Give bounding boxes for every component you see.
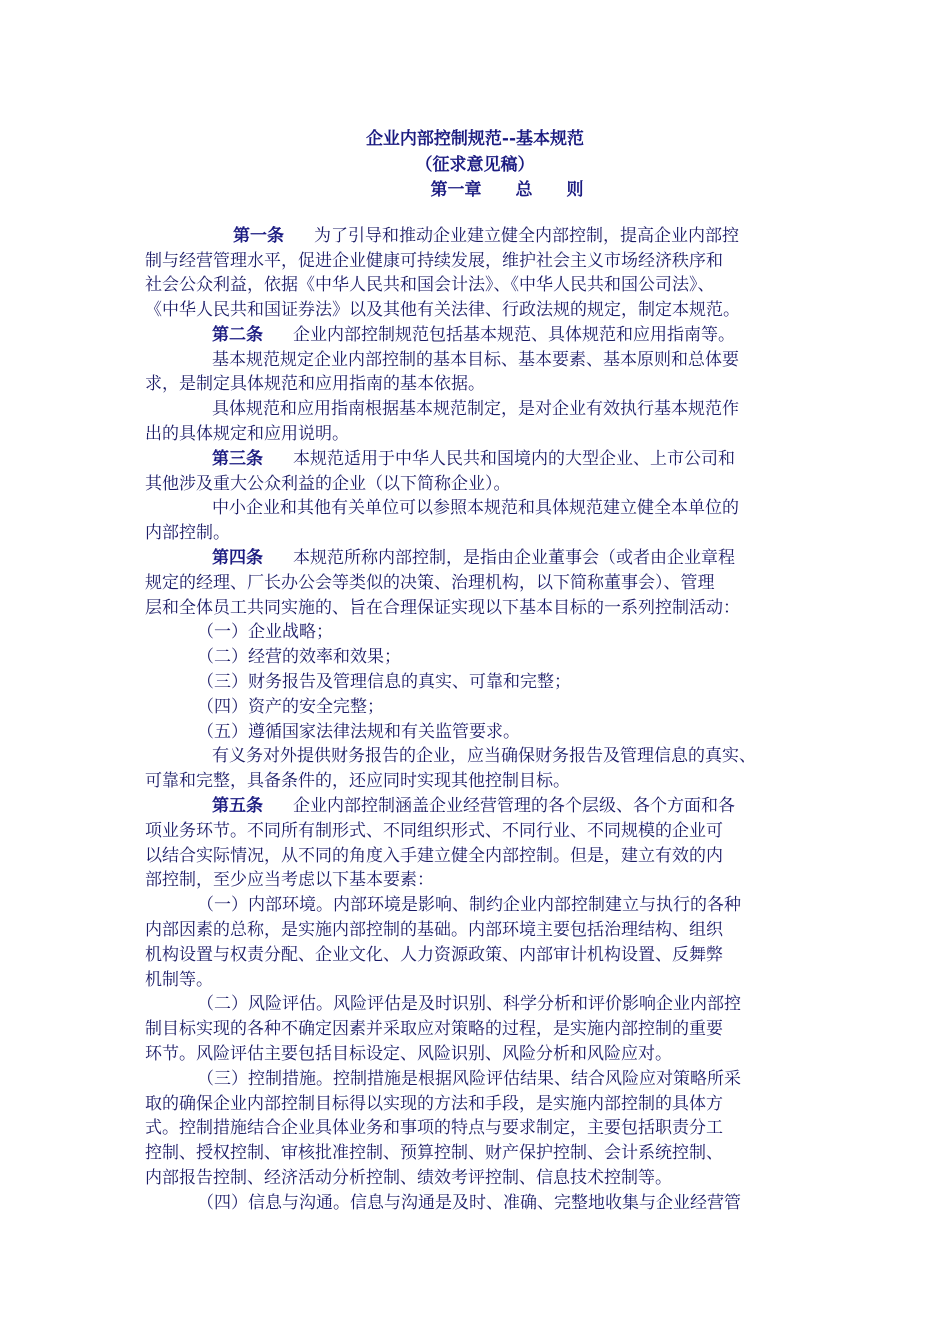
line-text: 《中华人民共和国证券法》以及其他有关法律、行政法规的规定，制定本规范。 — [145, 300, 740, 320]
text-line — [145, 1116, 723, 1140]
line-text: 部控制，至少应当考虑以下基本要素： — [145, 870, 434, 890]
document-title: 企业内部控制规范--基本规范 — [365, 129, 585, 149]
line-text: 有义务对外提供财务报告的企业，应当确保财务报告及管理信息的真实、 — [212, 746, 756, 766]
line-text: 企业内部控制涵盖企业经营管理的各个层级、各个方面和各 — [293, 796, 735, 816]
line-text: 其他涉及重大公众利益的企业（以下简称企业）。 — [145, 474, 511, 494]
article-label: 第三条 — [212, 449, 263, 469]
text-line — [197, 1067, 741, 1091]
line-text: （一）内部环境。内部环境是影响、制约企业内部控制建立与执行的各种 — [197, 895, 741, 915]
text-line — [145, 596, 740, 620]
line-text: 项业务环节。不同所有制形式、不同组织形式、不同行业、不同规模的企业可 — [145, 821, 723, 841]
line-text: （四）信息与沟通。信息与沟通是及时、准确、完整地收集与企业经营管 — [197, 1193, 741, 1213]
line-text: 内部因素的总称，是实施内部控制的基础。内部环境主要包括治理结构、组织 — [145, 920, 723, 940]
text-line — [145, 372, 485, 396]
line-text: （二）风险评估。风险评估是及时识别、科学分析和评价影响企业内部控 — [197, 994, 741, 1014]
text-line — [212, 447, 735, 471]
article-label: 第二条 — [212, 325, 263, 345]
line-text: （四）资产的安全完整； — [197, 697, 384, 717]
text-line — [145, 868, 434, 892]
line-text: 可靠和完整，具备条件的，还应同时实现其他控制目标。 — [145, 771, 570, 791]
text-line — [212, 397, 739, 421]
document-subtitle: （征求意见稿） — [415, 155, 535, 175]
text-line — [197, 992, 741, 1016]
line-text: 制与经营管理水平，促进企业健康可持续发展，维护社会主义市场经济秩序和 — [145, 251, 723, 271]
line-text: 控制、授权控制、审核批准控制、预算控制、财产保护控制、会计系统控制、 — [145, 1143, 723, 1163]
line-text: （五）遵循国家法律法规和有关监管要求。 — [197, 722, 520, 742]
line-text: （三）财务报告及管理信息的真实、可靠和完整； — [197, 672, 571, 692]
line-text: 内部报告控制、经济活动分析控制、绩效考评控制、信息技术控制等。 — [145, 1168, 672, 1188]
text-line — [145, 844, 723, 868]
text-line — [145, 1141, 723, 1165]
line-text: 内部控制。 — [145, 523, 230, 543]
text-line — [145, 918, 723, 942]
text-line — [145, 298, 740, 322]
line-text: 以结合实际情况，从不同的角度入手建立健全内部控制。但是，建立有效的内 — [145, 846, 723, 866]
line-text: 制目标实现的各种不确定因素并采取应对策略的过程，是实施内部控制的重要 — [145, 1019, 723, 1039]
text-line — [197, 620, 333, 644]
text-line — [145, 1166, 672, 1190]
text-line — [145, 943, 723, 967]
line-text: 社会公众利益，依据《中华人民共和国会计法》、《中华人民共和国公司法》、 — [145, 275, 715, 295]
text-line — [197, 1191, 741, 1215]
line-text: （三）控制措施。控制措施是根据风险评估结果、结合风险应对策略所采 — [197, 1069, 741, 1089]
line-text: 为了引导和推动企业建立健全内部控制，提高企业内部控 — [314, 226, 739, 246]
text-line — [145, 1092, 723, 1116]
text-line — [212, 496, 739, 520]
text-line — [145, 249, 723, 273]
text-line — [212, 323, 735, 347]
line-text: 机制等。 — [145, 970, 213, 990]
text-line — [145, 571, 715, 595]
text-line — [145, 273, 715, 297]
text-line — [197, 695, 384, 719]
line-text: 求，是制定具体规范和应用指南的基本依据。 — [145, 374, 485, 394]
article-label: 第一条 — [233, 226, 284, 246]
text-line — [233, 224, 739, 248]
line-text: 环节。风险评估主要包括目标设定、风险识别、风险分析和风险应对。 — [145, 1044, 672, 1064]
text-line — [145, 769, 570, 793]
text-line — [197, 670, 571, 694]
text-line — [212, 794, 735, 818]
text-line — [145, 422, 349, 446]
text-line — [197, 645, 401, 669]
line-text: 取的确保企业内部控制目标得以实现的方法和手段，是实施内部控制的具体方 — [145, 1094, 723, 1114]
text-line — [145, 521, 230, 545]
line-text: 机构设置与权责分配、企业文化、人力资源政策、内部审计机构设置、反舞弊 — [145, 945, 723, 965]
text-line — [197, 893, 741, 917]
text-line — [212, 348, 739, 372]
line-text: 基本规范规定企业内部控制的基本目标、基本要素、基本原则和总体要 — [212, 350, 739, 370]
line-text: 本规范适用于中华人民共和国境内的大型企业、上市公司和 — [293, 449, 735, 469]
line-text: （二）经营的效率和效果； — [197, 647, 401, 667]
text-line — [145, 1042, 672, 1066]
line-text: 规定的经理、厂长办公会等类似的决策、治理机构，以下简称董事会）、管理 — [145, 573, 715, 593]
line-text: 中小企业和其他有关单位可以参照本规范和具体规范建立健全本单位的 — [212, 498, 739, 518]
line-text: 本规范所称内部控制，是指由企业董事会（或者由企业章程 — [293, 548, 735, 568]
article-label: 第五条 — [212, 796, 263, 816]
line-text: 层和全体员工共同实施的、旨在合理保证实现以下基本目标的一系列控制活动： — [145, 598, 740, 618]
article-label: 第四条 — [212, 548, 263, 568]
text-line — [145, 968, 213, 992]
text-line — [145, 819, 723, 843]
text-line — [212, 546, 735, 570]
line-text: 式。控制措施结合企业具体业务和事项的特点与要求制定，主要包括职责分工 — [145, 1118, 723, 1138]
line-text: （一）企业战略； — [197, 622, 333, 642]
line-text: 出的具体规定和应用说明。 — [145, 424, 349, 444]
line-text: 企业内部控制规范包括基本规范、具体规范和应用指南等。 — [293, 325, 735, 345]
chapter-heading: 第一章 总 则 — [430, 180, 584, 200]
text-line — [145, 472, 511, 496]
text-line — [197, 720, 520, 744]
text-line — [212, 744, 756, 768]
line-text: 具体规范和应用指南根据基本规范制定，是对企业有效执行基本规范作 — [212, 399, 739, 419]
text-line — [145, 1017, 723, 1041]
